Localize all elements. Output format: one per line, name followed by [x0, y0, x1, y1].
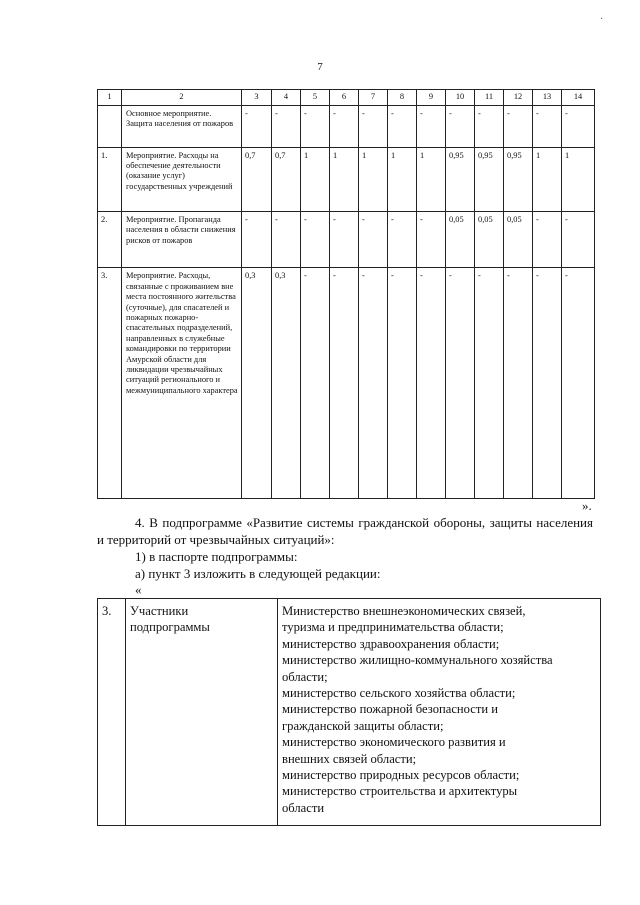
- column-header: 14: [562, 90, 595, 106]
- participant-line: министерство пожарной безопасности и: [282, 702, 498, 717]
- closing-quote: ».: [582, 498, 592, 513]
- row-value: -: [562, 211, 595, 268]
- row-value: -: [359, 211, 388, 268]
- label-line: подпрограммы: [130, 620, 210, 635]
- row-value: 0,3: [242, 268, 272, 499]
- row-value: 0,05: [504, 211, 533, 268]
- row-value: -: [388, 106, 417, 148]
- column-header: 11: [475, 90, 504, 106]
- table-row: [98, 211, 595, 268]
- row-value: -: [562, 106, 595, 148]
- label-line: Участники: [130, 604, 189, 618]
- row-value: -: [504, 268, 533, 499]
- corner-mark: ·: [600, 14, 604, 25]
- row-value: 0,95: [475, 147, 504, 211]
- paragraph-clause: а) пункт 3 изложить в следующей редакции:: [135, 566, 381, 581]
- column-header: 5: [301, 90, 330, 106]
- row-value: 1: [388, 147, 417, 211]
- participant-line: министерство сельского хозяйства области;: [282, 686, 516, 701]
- row-value: 1: [417, 147, 446, 211]
- row-number: 2.: [98, 211, 122, 268]
- table-row: [98, 268, 595, 499]
- participant-line: министерство природных ресурсов области;: [282, 768, 520, 783]
- row-value: -: [242, 211, 272, 268]
- row-description: Мероприятие. Расходы на обеспечение деятельности (оказание услуг) государственных учреждений: [122, 147, 242, 211]
- row-value: 0,3: [272, 268, 301, 499]
- column-header: 1: [98, 90, 122, 106]
- column-header: 10: [446, 90, 475, 106]
- table-row: [98, 147, 595, 211]
- table-row: [98, 599, 601, 826]
- row-description: Мероприятие. Пропаганда населения в области снижения рисков от пожаров: [122, 211, 242, 268]
- row-number: 3.: [98, 268, 122, 499]
- participant-line: Министерство внешнеэкономических связей,: [282, 604, 526, 618]
- row-value: -: [562, 268, 595, 499]
- row-number: 3.: [98, 599, 126, 826]
- row-value: -: [272, 211, 301, 268]
- column-header: 7: [359, 90, 388, 106]
- opening-quote: «: [135, 582, 142, 597]
- row-value: -: [533, 268, 562, 499]
- column-header: 13: [533, 90, 562, 106]
- column-header: 8: [388, 90, 417, 106]
- table-row: [98, 106, 595, 148]
- row-value: -: [417, 211, 446, 268]
- row-number: [98, 106, 122, 148]
- paragraph-passport: 1) в паспорте подпрограммы:: [135, 549, 298, 564]
- table-header-row: [98, 90, 595, 106]
- row-value: -: [417, 268, 446, 499]
- row-value: -: [388, 268, 417, 499]
- paragraph-subprogram: 4. В подпрограмме «Развитие системы гражданской обороны, защиты населения и территорий от чрезвычайных ситуаций»:: [97, 515, 593, 547]
- row-value: -: [330, 211, 359, 268]
- row-value: 0,05: [475, 211, 504, 268]
- row-value: 1: [533, 147, 562, 211]
- column-header: 2: [122, 90, 242, 106]
- participants-table: [97, 598, 601, 826]
- row-value: 0,7: [242, 147, 272, 211]
- row-value: 1: [330, 147, 359, 211]
- row-value: 0,95: [504, 147, 533, 211]
- row-value: -: [301, 268, 330, 499]
- participant-line: гражданской защиты области;: [282, 718, 444, 733]
- indicators-table: [97, 89, 595, 499]
- row-value: -: [504, 106, 533, 148]
- row-value: -: [359, 106, 388, 148]
- row-value: -: [301, 106, 330, 148]
- participant-line: области: [282, 800, 325, 815]
- participant-line: министерство здравоохранения области;: [282, 636, 500, 651]
- row-value: 0,7: [272, 147, 301, 211]
- row-value: -: [446, 106, 475, 148]
- page-number: 7: [317, 61, 323, 73]
- row-value: 0,05: [446, 211, 475, 268]
- row-description: Мероприятие. Расходы, связанные с проживанием вне места постоянного жительства (суточные), для спасателей и пожарных пожарно-спасательных подразделений, направленных в служебные командировки по территории Амурской области для ликвидации чрезвычайных ситуаций регионального и межмуниципального характера: [122, 268, 242, 499]
- participants-list: [278, 599, 601, 826]
- column-header: 6: [330, 90, 359, 106]
- row-value: 1: [562, 147, 595, 211]
- participant-line: области;: [282, 669, 328, 684]
- participant-line: министерство экономического развития и: [282, 735, 506, 750]
- row-value: -: [417, 106, 446, 148]
- participant-line: министерство жилищно-коммунального хозяйства: [282, 653, 553, 668]
- row-value: -: [330, 106, 359, 148]
- column-header: 3: [242, 90, 272, 106]
- participant-line: туризма и предпринимательства области;: [282, 620, 504, 635]
- row-value: -: [475, 106, 504, 148]
- column-header: 12: [504, 90, 533, 106]
- row-label: [126, 599, 278, 826]
- column-header: 4: [272, 90, 301, 106]
- row-number: 1.: [98, 147, 122, 211]
- participant-line: внешних связей области;: [282, 751, 417, 766]
- row-value: -: [359, 268, 388, 499]
- row-value: 1: [301, 147, 330, 211]
- row-value: -: [533, 106, 562, 148]
- row-value: -: [330, 268, 359, 499]
- participant-line: министерство строительства и архитектуры: [282, 784, 518, 799]
- row-value: -: [272, 106, 301, 148]
- row-value: -: [475, 268, 504, 499]
- row-value: -: [446, 268, 475, 499]
- row-value: 1: [359, 147, 388, 211]
- row-value: -: [533, 211, 562, 268]
- column-header: 9: [417, 90, 446, 106]
- row-value: -: [388, 211, 417, 268]
- row-value: 0,95: [446, 147, 475, 211]
- row-value: -: [242, 106, 272, 148]
- row-description: Основное мероприятие. Защита населения от пожаров: [122, 106, 242, 148]
- row-value: -: [301, 211, 330, 268]
